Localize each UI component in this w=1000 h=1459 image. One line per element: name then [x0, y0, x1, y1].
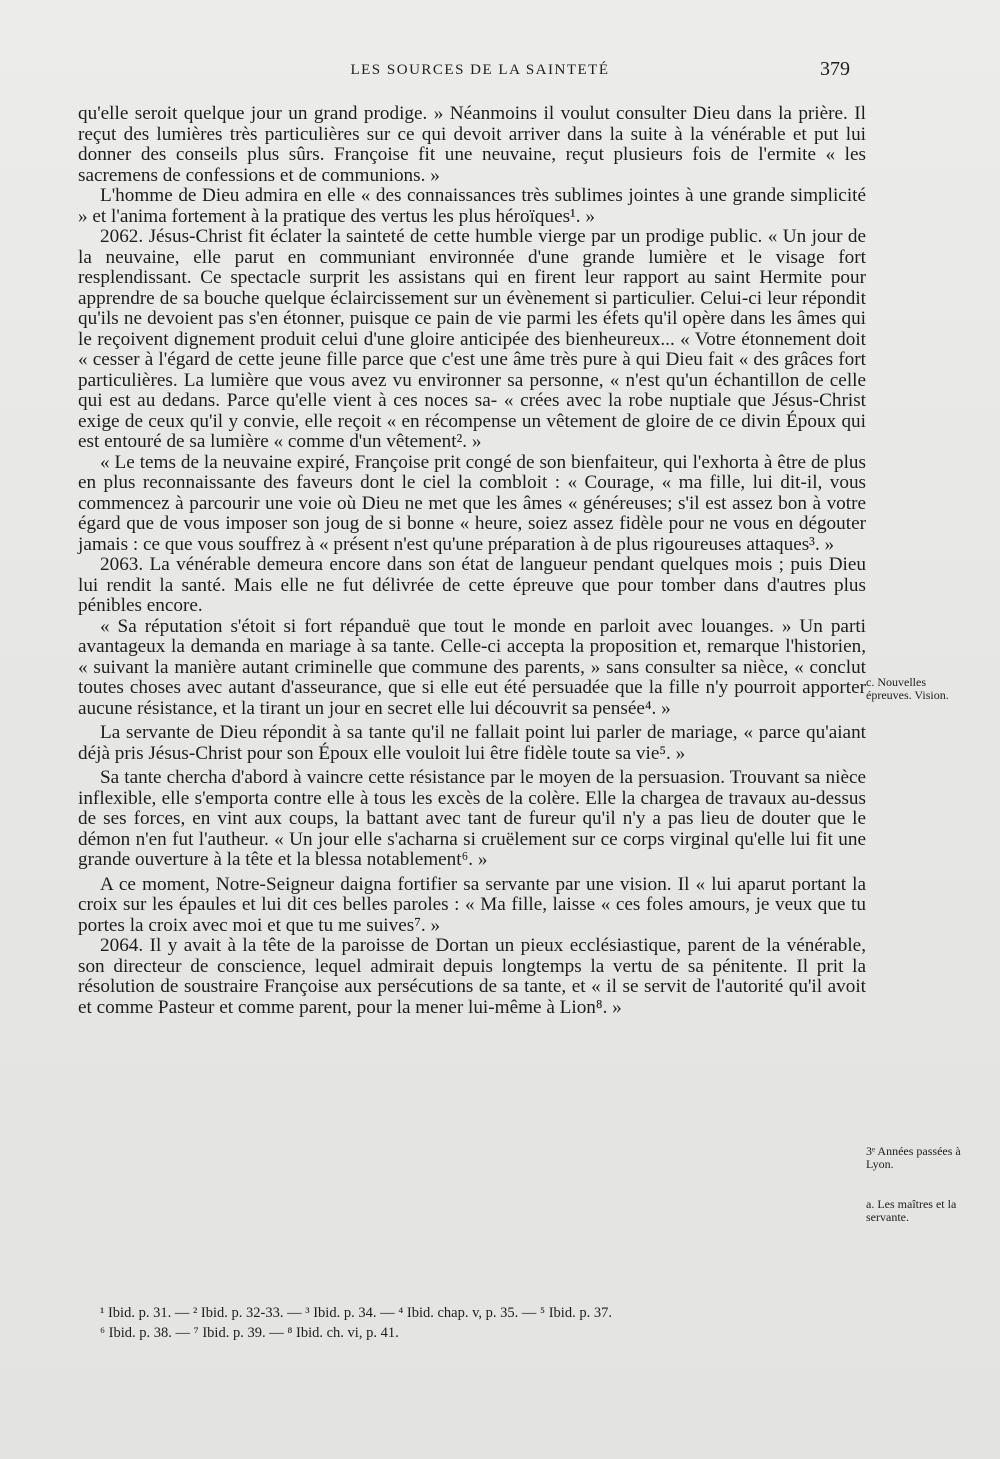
page-number: 379	[820, 58, 850, 80]
running-head: LES SOURCES DE LA SAINTETÉ	[350, 62, 610, 78]
paragraph: 2062. Jésus-Christ fit éclater la sainteté de cette humble vierge par un prodige public. « Un jour de la neuvaine, elle parut en communiant environnée d'une grande lumière et le visage fort resplendissant. Ce spectacle surprit les assistans qui en firent leur rapport au saint Hermite pour apprendre de sa bouche quelque éclaircissement sur un évènement si particulier. Celui-ci leur répondit qu'ils ne devoient pas s'en étonner, puisque ce pain de vie parmi les éfets qu'il opère dans les âmes qui le reçoivent dignement produit celui d'une gloire anticipée des bienheureux... « Votre étonnement doit « cesser à l'égard de cette jeune fille parce que c'est une âme très pure à qui Dieu fait « des grâces fort particulières. La lumière que vous avez vu environner sa personne, « n'est qu'un échantillon de celle qui est au dedans. Parce qu'elle vient à ces noces sa- « crées avec la robe nuptiale que Jésus-Christ exige de ceux qu'il y convie, elle reçoit « en récompense un vêtement de gloire de ce divin Époux qui est entouré de sa lumière « comme d'un vêtement². »	[78, 226, 866, 452]
footnote-line: ¹ Ibid. p. 31. — ² Ibid. p. 32-33. — ³ Ibid. p. 34. — ⁴ Ibid. chap. v, p. 35. — ⁵ Ibid. p. 37.	[100, 1305, 612, 1321]
paragraph: Sa tante chercha d'abord à vaincre cette résistance par le moyen de la persuasion. Trouvant sa nièce inflexible, elle s'emporta contre elle à tous les excès de la colère. Elle la chargea de travaux au-dessus de ses forces, en vint aux coups, la battant avec tant de fureur qu'il n'y a pas lieu de douter que le démon n'en fut l'autheur. « Un jour elle s'acharna si cruëlement sur ce corps virginal qu'elle lui fit une grande ouverture à la tête et la blessa notablement⁶. »	[78, 767, 866, 870]
paragraph: L'homme de Dieu admira en elle « des connaissances très sublimes jointes à une grande simplicité » et l'anima fortement à la pratique des vertus les plus héroïques¹. »	[78, 185, 866, 227]
page-header	[80, 58, 880, 88]
margin-note: a. Les maîtres et la servante.	[866, 1197, 957, 1224]
paragraph: « Sa réputation s'étoit si fort répanduë que tout le monde en parloit avec louanges. » Un parti avantageux la demanda en mariage à sa tante. Celle-ci accepta la proposition et, remarque l'historien, « suivant la manière autant criminelle que commune des parents, » sans consulter sa nièce, « conclut toutes choses avec autant d'asseurance, que si elle eut été persuadée que la fille n'y pourroit apporter aucune résistance, et la tirant un jour en secret elle lui découvrit sa pensée⁴. »	[78, 615, 866, 719]
margin-note: 3ᵉ Années passées à Lyon.	[866, 1144, 961, 1171]
margin-note: c. Nouvelles épreuves. Vision.	[866, 675, 949, 702]
paragraph: A ce moment, Notre-Seigneur daigna fortifier sa servante par une vision. Il « lui aparut portant la croix sur les épaules et lui dit ces belles paroles : « Ma fille, laisse « ces foles amours, je veux que tu portes la croix avec moi et que tu me suives⁷. »	[78, 873, 866, 936]
paragraph: « Le tems de la neuvaine expiré, Françoise prit congé de son bienfaiteur, qui l'exhorta à être de plus en plus reconnaissante des faveurs dont le ciel la combloit : « Courage, « ma fille, lui dit-il, vous commencez à parcourir une voie où Dieu ne met que les âmes « généreuses; s'il est assez bon à votre égard que de vous imposer son joug de si bonne « heure, soiez assez fidèle pour ne vous en dégouter jamais : ce que vous souffrez à « présent n'est qu'une préparation à de plus rigoureuses attaques³. »	[78, 451, 866, 555]
paragraph: 2063. La vénérable demeura encore dans son état de langueur pendant quelques mois ; puis Dieu lui rendit la santé. Mais elle ne fut délivrée de cette épreuve que pour tomber dans d'autres plus pénibles encore.	[78, 554, 866, 616]
paragraph: 2064. Il y avait à la tête de la paroisse de Dortan un pieux ecclésiastique, parent de la vénérable, son directeur de conscience, lequel admirait depuis longtemps la vertu de sa pénitente. Il prit la résolution de soustraire Françoise aux persécutions de sa tante, et « il se servit de l'autorité qu'il avoit et comme Pasteur et comme parent, pour la mener lui-même à Lion⁸. »	[78, 935, 866, 1018]
body-text	[78, 104, 866, 1018]
paragraph: La servante de Dieu répondit à sa tante qu'il ne fallait point lui parler de mariage, « parce qu'aiant déjà pris Jésus-Christ pour son Époux elle vouloit lui être fidèle toute sa vie⁵. »	[78, 722, 866, 764]
footnote-line: ⁶ Ibid. p. 38. — ⁷ Ibid. p. 39. — ⁸ Ibid. ch. vi, p. 41.	[100, 1325, 399, 1341]
footnotes	[100, 1303, 860, 1343]
paragraph: qu'elle seroit quelque jour un grand prodige. » Néanmoins il voulut consulter Dieu dans la prière. Il reçut des lumières très particulières sur ce qui devoit arriver dans la suite à la vénérable et put lui donner des conseils plus sûrs. Françoise fit une neuvaine, reçut plusieurs fois de l'ermite « les sacremens de confessions et de communions. »	[78, 103, 866, 186]
